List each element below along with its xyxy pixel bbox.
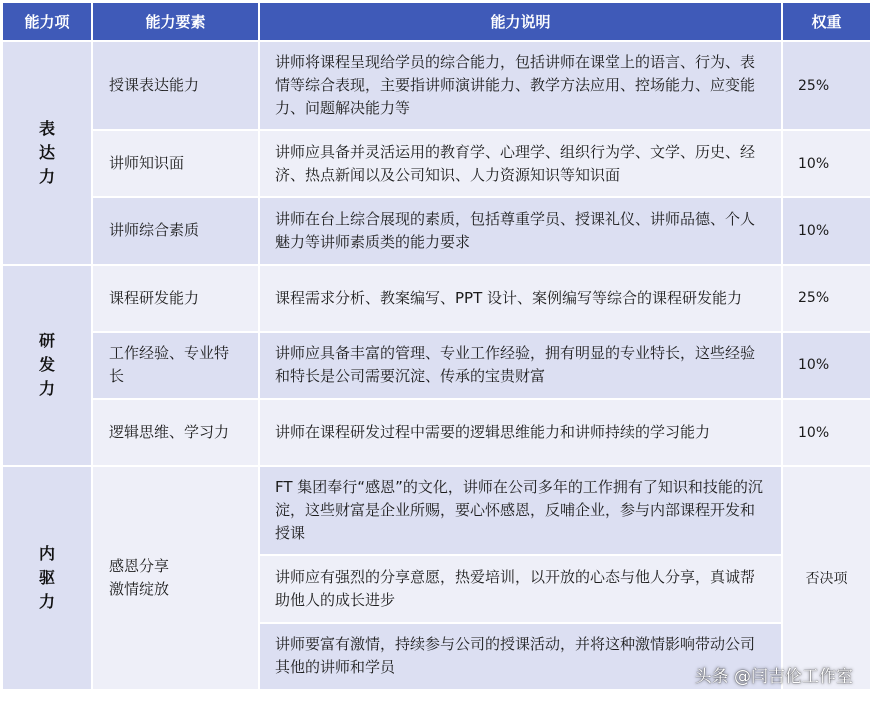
description-cell: 讲师应具备丰富的管理、专业工作经验，拥有明显的专业特长，这些经验和特长是公司需要沉淀、传承的宝贵财富 bbox=[260, 333, 781, 398]
element-cell: 授课表达能力 bbox=[93, 42, 258, 129]
weight-cell: 25% bbox=[783, 266, 870, 331]
weight-cell: 否决项 bbox=[783, 467, 870, 689]
table-row bbox=[3, 333, 870, 398]
table-row bbox=[3, 266, 870, 331]
header-element: 能力要素 bbox=[93, 3, 258, 40]
table-row bbox=[3, 467, 870, 554]
weight-cell: 10% bbox=[783, 198, 870, 263]
weight-cell: 25% bbox=[783, 42, 870, 129]
category-label: 研发力 bbox=[38, 331, 55, 399]
description-cell: 讲师应具备并灵活运用的教育学、心理学、组织行为学、文学、历史、经济、热点新闻以及公司知识、人力资源知识等知识面 bbox=[260, 131, 781, 196]
description-cell: 讲师要富有激情，持续参与公司的授课活动，并将这种激情影响带动公司其他的讲师和学员 bbox=[260, 624, 781, 689]
weight-cell: 10% bbox=[783, 333, 870, 398]
header-category: 能力项 bbox=[3, 3, 91, 40]
watermark: 头条 @闫吉伦工作室 bbox=[694, 667, 853, 687]
category-cell bbox=[3, 467, 91, 689]
element-cell: 逻辑思维、学习力 bbox=[93, 400, 258, 465]
element-cell: 感恩分享 激情绽放 bbox=[93, 467, 258, 689]
description-cell: 讲师在台上综合展现的素质，包括尊重学员、授课礼仪、讲师品德、个人魅力等讲师素质类的能力要求 bbox=[260, 198, 781, 263]
category-cell bbox=[3, 42, 91, 264]
description-cell: 讲师应有强烈的分享意愿，热爱培训，以开放的心态与他人分享，真诚帮助他人的成长进步 bbox=[260, 556, 781, 621]
weight-cell: 10% bbox=[783, 131, 870, 196]
description-cell: 讲师将课程呈现给学员的综合能力，包括讲师在课堂上的语言、行为、表情等综合表现，主要指讲师演讲能力、教学方法应用、控场能力、应变能力、问题解决能力等 bbox=[260, 42, 781, 129]
category-label: 表达力 bbox=[38, 118, 55, 186]
element-cell: 课程研发能力 bbox=[93, 266, 258, 331]
header-weight: 权重 bbox=[783, 3, 870, 40]
table-row bbox=[3, 131, 870, 196]
weight-cell: 10% bbox=[783, 400, 870, 465]
description-cell: 讲师在课程研发过程中需要的逻辑思维能力和讲师持续的学习能力 bbox=[260, 400, 781, 465]
table-row bbox=[3, 400, 870, 465]
header-row bbox=[3, 3, 870, 40]
table-row bbox=[3, 42, 870, 129]
description-cell: 课程需求分析、教案编写、PPT 设计、案例编写等综合的课程研发能力 bbox=[260, 266, 781, 331]
description-cell: FT 集团奉行“感恩”的文化，讲师在公司多年的工作拥有了知识和技能的沉淀，这些财富是企业所赐，要心怀感恩，反哺企业，参与内部课程开发和授课 bbox=[260, 467, 781, 554]
category-label: 内驱力 bbox=[38, 544, 55, 612]
competency-table bbox=[1, 1, 872, 691]
element-cell: 讲师综合素质 bbox=[93, 198, 258, 263]
category-cell bbox=[3, 266, 91, 466]
element-cell: 工作经验、专业特 长 bbox=[93, 333, 258, 398]
table-row bbox=[3, 198, 870, 263]
element-cell: 讲师知识面 bbox=[93, 131, 258, 196]
header-description: 能力说明 bbox=[260, 3, 781, 40]
